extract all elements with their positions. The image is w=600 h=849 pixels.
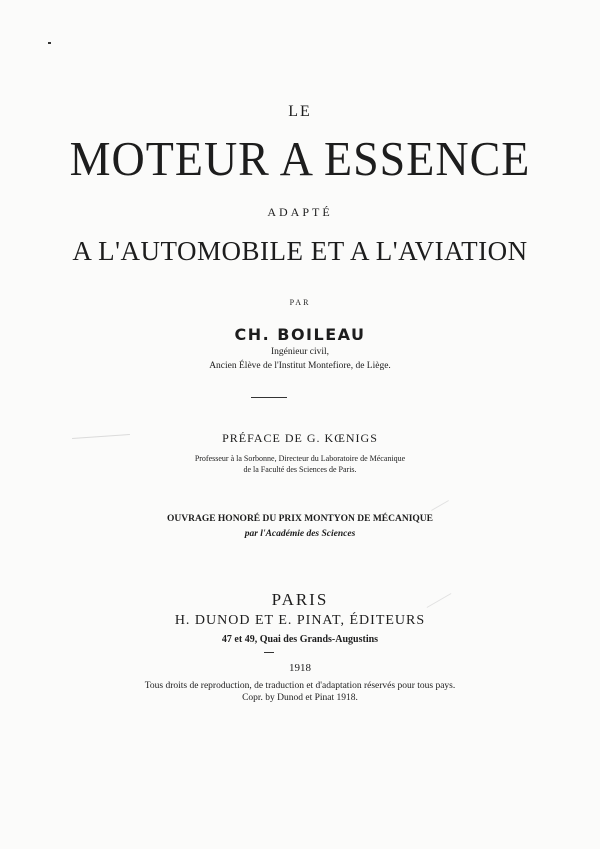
publisher-city: PARIS: [271, 590, 329, 609]
author-role-line1: Ingénieur civil,: [270, 347, 330, 357]
divider-rule-short: [264, 652, 274, 653]
publication-year: 1918: [289, 662, 311, 674]
title-article: LE: [288, 103, 312, 120]
author-name: CH. BOILEAU: [234, 325, 366, 344]
paper-speck: [48, 42, 51, 44]
subtitle: A L'AUTOMOBILE ET A L'AVIATION: [72, 236, 528, 266]
publisher-address: 47 et 49, Quai des Grands-Augustins: [221, 634, 379, 645]
award-line1: OUVRAGE HONORÉ DU PRIX MONTYON DE MÉCANIQUE: [166, 514, 433, 524]
award-line2: par l'Académie des Sciences: [244, 529, 356, 539]
title-adapte: ADAPTÉ: [267, 205, 333, 219]
preface-title: PRÉFACE DE G. KŒNIGS: [222, 431, 378, 445]
paper-mark: [431, 500, 449, 511]
author-role-line2: Ancien Élève de l'Institut Montefiore, de Liège.: [209, 361, 391, 371]
preface-author-line1: Professeur à la Sorbonne, Directeur du Laboratoire de Mécanique: [194, 454, 406, 463]
preface-author-line2: de la Faculté des Sciences de Paris.: [243, 465, 357, 474]
rights-line2: Copr. by Dunod et Pinat 1918.: [242, 693, 358, 703]
by-label: PAR: [289, 298, 311, 307]
rights-line1: Tous droits de reproduction, de traduction et d'adaptation réservés pour tous pays.: [144, 681, 456, 691]
publisher-name: H. DUNOD ET E. PINAT, ÉDITEURS: [174, 613, 426, 628]
divider-rule: [251, 397, 287, 398]
main-title: MOTEUR A ESSENCE: [69, 131, 531, 186]
